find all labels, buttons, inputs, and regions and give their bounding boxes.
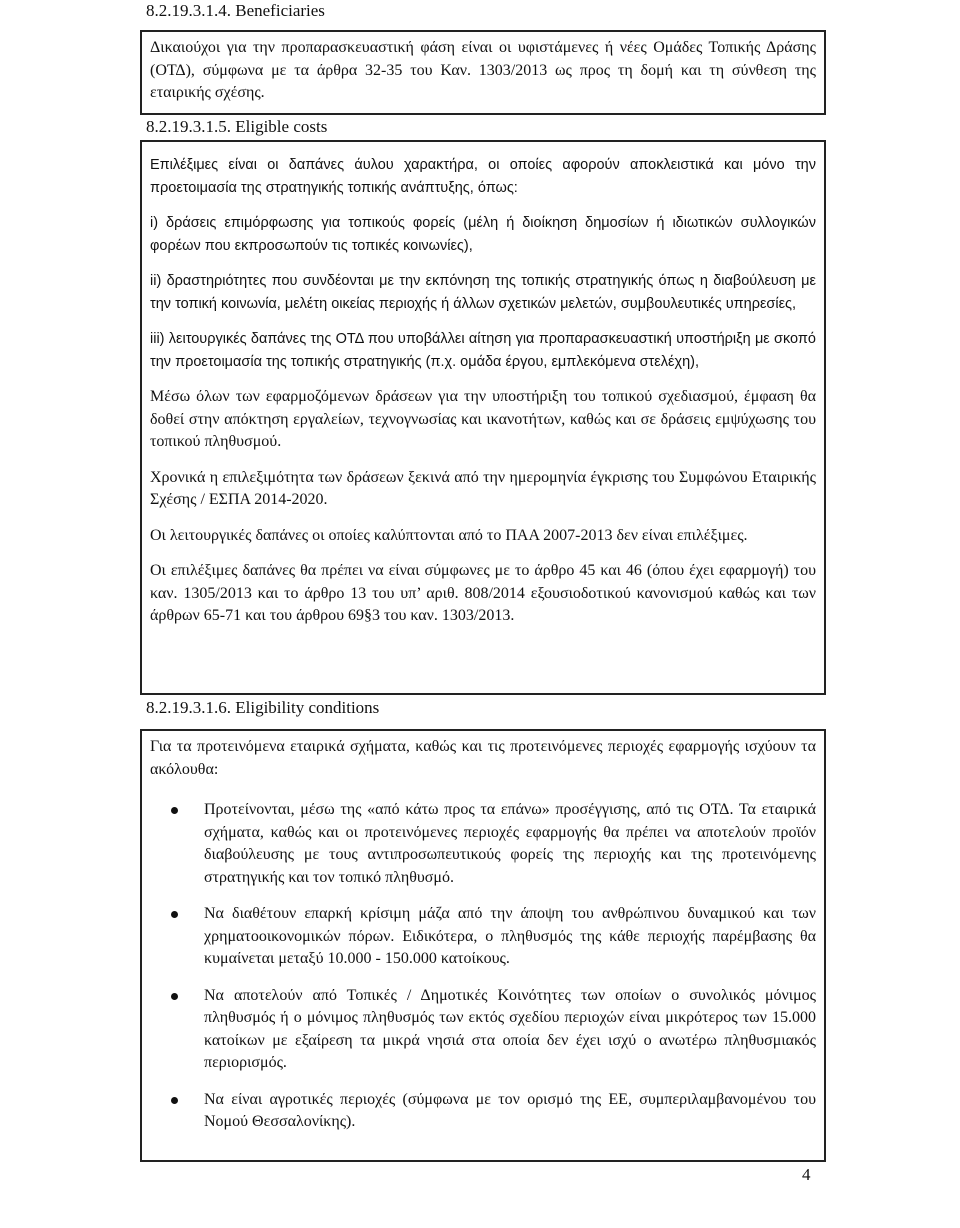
eligible-costs-intro: Επιλέξιμες είναι οι δαπάνες άυλου χαρακτήρα, οι οποίες αφορούν αποκλειστικά και μόνο την προετοιμασία της στρατηγικής τοπικής ανάπτυξης, όπως:: [150, 157, 816, 196]
list-item-text: Να διαθέτουν επαρκή κρίσιμη μάζα από την άποψη του ανθρώπινου δυναμικού και των χρηματοοικονομικών πόρων. Ειδικότερα, ο πληθυσμός της κάθε περιοχής παρέμβασης θα κυμαίνεται μεταξύ 10.000 - 150.000 κατοίκους.: [204, 905, 816, 967]
eligible-costs-paragraph-support: Μέσω όλων των εφαρμοζόμενων δράσεων για την υποστήριξη του τοπικού σχεδιασμού, έμφαση θα δοθεί στην απόκτηση εργαλείων, τεχνογνωσίας και ικανοτήτων, καθώς και σε δράσεις εμψύχωσης του τοπικού πληθυσμού.: [150, 388, 816, 450]
list-item: [150, 903, 816, 971]
eligibility-conditions-list: [150, 799, 816, 1134]
list-item-text: Προτείνονται, μέσω της «από κάτω προς τα επάνω» προσέγγισης, από τις ΟΤΔ. Τα εταιρικά σχήματα, καθώς και οι προτεινόμενες περιοχές εφαρμογής θα πρέπει να αποτελούν προϊόν διαβούλευσης με τους αντιπροσωπευτικούς φορείς της περιοχής και της προτεινόμενης στρατηγικής και τον τοπικό πληθυσμό.: [204, 801, 816, 886]
list-item: [150, 985, 816, 1075]
list-item-text: Να είναι αγροτικές περιοχές (σύμφωνα με τον ορισμό της ΕΕ, συμπεριλαμβανομένου του Νομού Θεσσαλονίκης).: [204, 1090, 816, 1130]
eligible-costs-item-iii: iii) λειτουργικές δαπάνες της ΟΤΔ που υποβάλλει αίτηση για προπαρασκευαστική υποστήριξη με σκοπό την προετοιμασία της τοπικής στρατηγικής (π.χ. ομάδα έργου, εμπλεκόμενα στελέχη),: [150, 331, 816, 370]
eligible-costs-box: [140, 140, 826, 695]
list-item: [150, 1089, 816, 1134]
section-heading-beneficiaries: 8.2.19.3.1.4. Beneficiaries: [146, 1, 325, 20]
eligible-costs-item-i: i) δράσεις επιμόρφωσης για τοπικούς φορείς (μέλη ή διοίκηση δημοσίων ή ιδιωτικών συλλογικών φορέων που εκπροσωπούν τις τοπικές κοινωνίες),: [150, 215, 816, 254]
bullet-icon: [171, 993, 178, 1000]
bullet-icon: [171, 807, 178, 814]
eligibility-conditions-intro: Για τα προτεινόμενα εταιρικά σχήματα, καθώς και τις προτεινόμενες περιοχές εφαρμογής ισχύουν τα ακόλουθα:: [150, 738, 816, 778]
list-item-text: Να αποτελούν από Τοπικές / Δημοτικές Κοινότητες των οποίων ο συνολικός μόνιμος πληθυσμός ή ο μόνιμος πληθυσμός των εκτός σχεδίου περιοχών είναι μικρότερος των 15.000 κατοίκων με εξαίρεση τα μικρά νησιά στα οποία δεν έχει ισχύ ο ανωτέρω πληθυσμιακός περιορισμός.: [204, 986, 816, 1071]
eligible-costs-paragraph-regulation: Οι επιλέξιμες δαπάνες θα πρέπει να είναι σύμφωνες με το άρθρο 45 και 46 (όπου έχει εφαρμογή) του καν. 1305/2013 και το άρθρο 13 του υπ’ αριθ. 808/2014 εξουσιοδοτικού κανονισμού καθώς και των άρθρων 65-71 και του άρθρου 69§3 του καν. 1303/2013.: [150, 562, 816, 624]
list-item: [150, 799, 816, 889]
eligible-costs-paragraph-timing: Χρονικά η επιλεξιμότητα των δράσεων ξεκινά από την ημερομηνία έγκρισης του Συμφώνου Εταιρικής Σχέσης / ΕΣΠΑ 2014-2020.: [150, 468, 816, 508]
bullet-icon: [171, 911, 178, 918]
eligible-costs-paragraph-paa: Οι λειτουργικές δαπάνες οι οποίες καλύπτονται από το ΠΑΑ 2007-2013 δεν είναι επιλέξιμες.: [150, 526, 748, 544]
section-heading-eligible-costs: 8.2.19.3.1.5. Eligible costs: [146, 117, 328, 136]
section-heading-eligibility-conditions: 8.2.19.3.1.6. Eligibility conditions: [146, 698, 380, 717]
eligible-costs-item-ii: ii) δραστηριότητες που συνδέονται με την εκπόνηση της τοπικής στρατηγικής όπως η διαβούλευση με την τοπική κοινωνία, μελέτη οικείας περιοχής ή άλλων σχετικών μελετών, συμβουλευτικές υπηρεσίες,: [150, 273, 816, 312]
beneficiaries-text: Δικαιούχοι για την προπαρασκευαστική φάση είναι οι υφιστάμενες ή νέες Ομάδες Τοπικής Δράσης (ΟΤΔ), σύμφωνα με τα άρθρα 32-35 του Καν. 1303/2013 ως προς τη δομή και τη σύνθεση της εταιρικής σχέσης.: [150, 39, 816, 101]
beneficiaries-box: [140, 30, 826, 115]
page-number: 4: [802, 1165, 811, 1184]
eligibility-conditions-box: [140, 729, 826, 1162]
bullet-icon: [171, 1097, 178, 1104]
